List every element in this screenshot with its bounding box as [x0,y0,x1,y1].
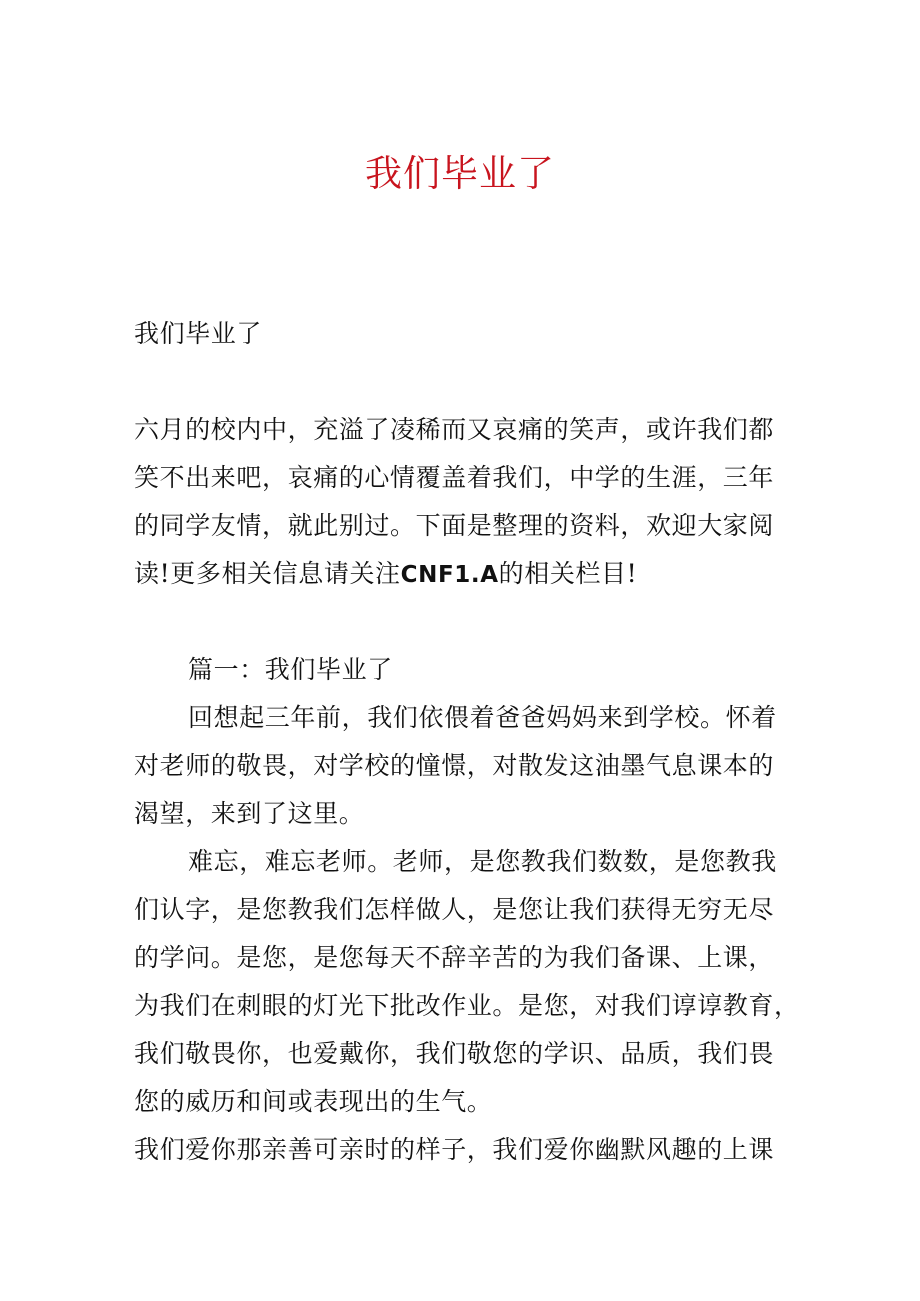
article-body [134,646,802,1174]
article-line: 我们爱你那亲善可亲时的样子，我们爱你幽默风趣的上课 [134,1135,775,1164]
subtitle [134,310,802,358]
article-line: 回想起三年前，我们依偎着爸爸妈妈来到学校。怀着 [188,703,777,732]
intro-last-line [134,550,802,599]
site-name: CNF1.A [400,562,499,588]
intro-paragraph [134,406,802,599]
article-line: 们认字，是您教我们怎样做人，是您让我们获得无穷无尽 [134,895,775,924]
article-line: 为我们在刺眼的灯光下批改作业。是您，对我们谆谆教育， [134,991,800,1020]
subtitle-text: 我们毕业了 [134,319,263,348]
intro-last-line-before: 读!更多相关信息请关注 [134,559,401,588]
intro-line: 笑不出来吧，哀痛的心情覆盖着我们，中学的生涯，三年 [134,463,775,492]
article-line: 的学问。是您，是您每天不辞辛苦的为我们备课、上课， [134,943,775,972]
article-line: 您的威历和间或表现出的生气。 [134,1087,493,1116]
intro-line: 的同学友情，就此别过。下面是整理的资料，欢迎大家阅 [134,511,775,540]
article-heading: 篇一：我们毕业了 [188,655,393,684]
article-line: 难忘，难忘老师。老师，是您教我们数数，是您教我 [188,847,777,876]
article-line: 我们敬畏你，也爱戴你，我们敬您的学识、品质，我们畏 [134,1039,775,1068]
intro-line: 六月的校内中，充溢了凌稀而又哀痛的笑声，或许我们都 [134,415,775,444]
intro-last-line-after: 的相关栏目! [498,559,638,588]
document-title: 我们毕业了 [365,152,555,195]
article-line: 渴望，来到了这里。 [134,799,365,828]
article-line: 对老师的敬畏，对学校的憧憬，对散发这油墨气息课本的 [134,751,775,780]
